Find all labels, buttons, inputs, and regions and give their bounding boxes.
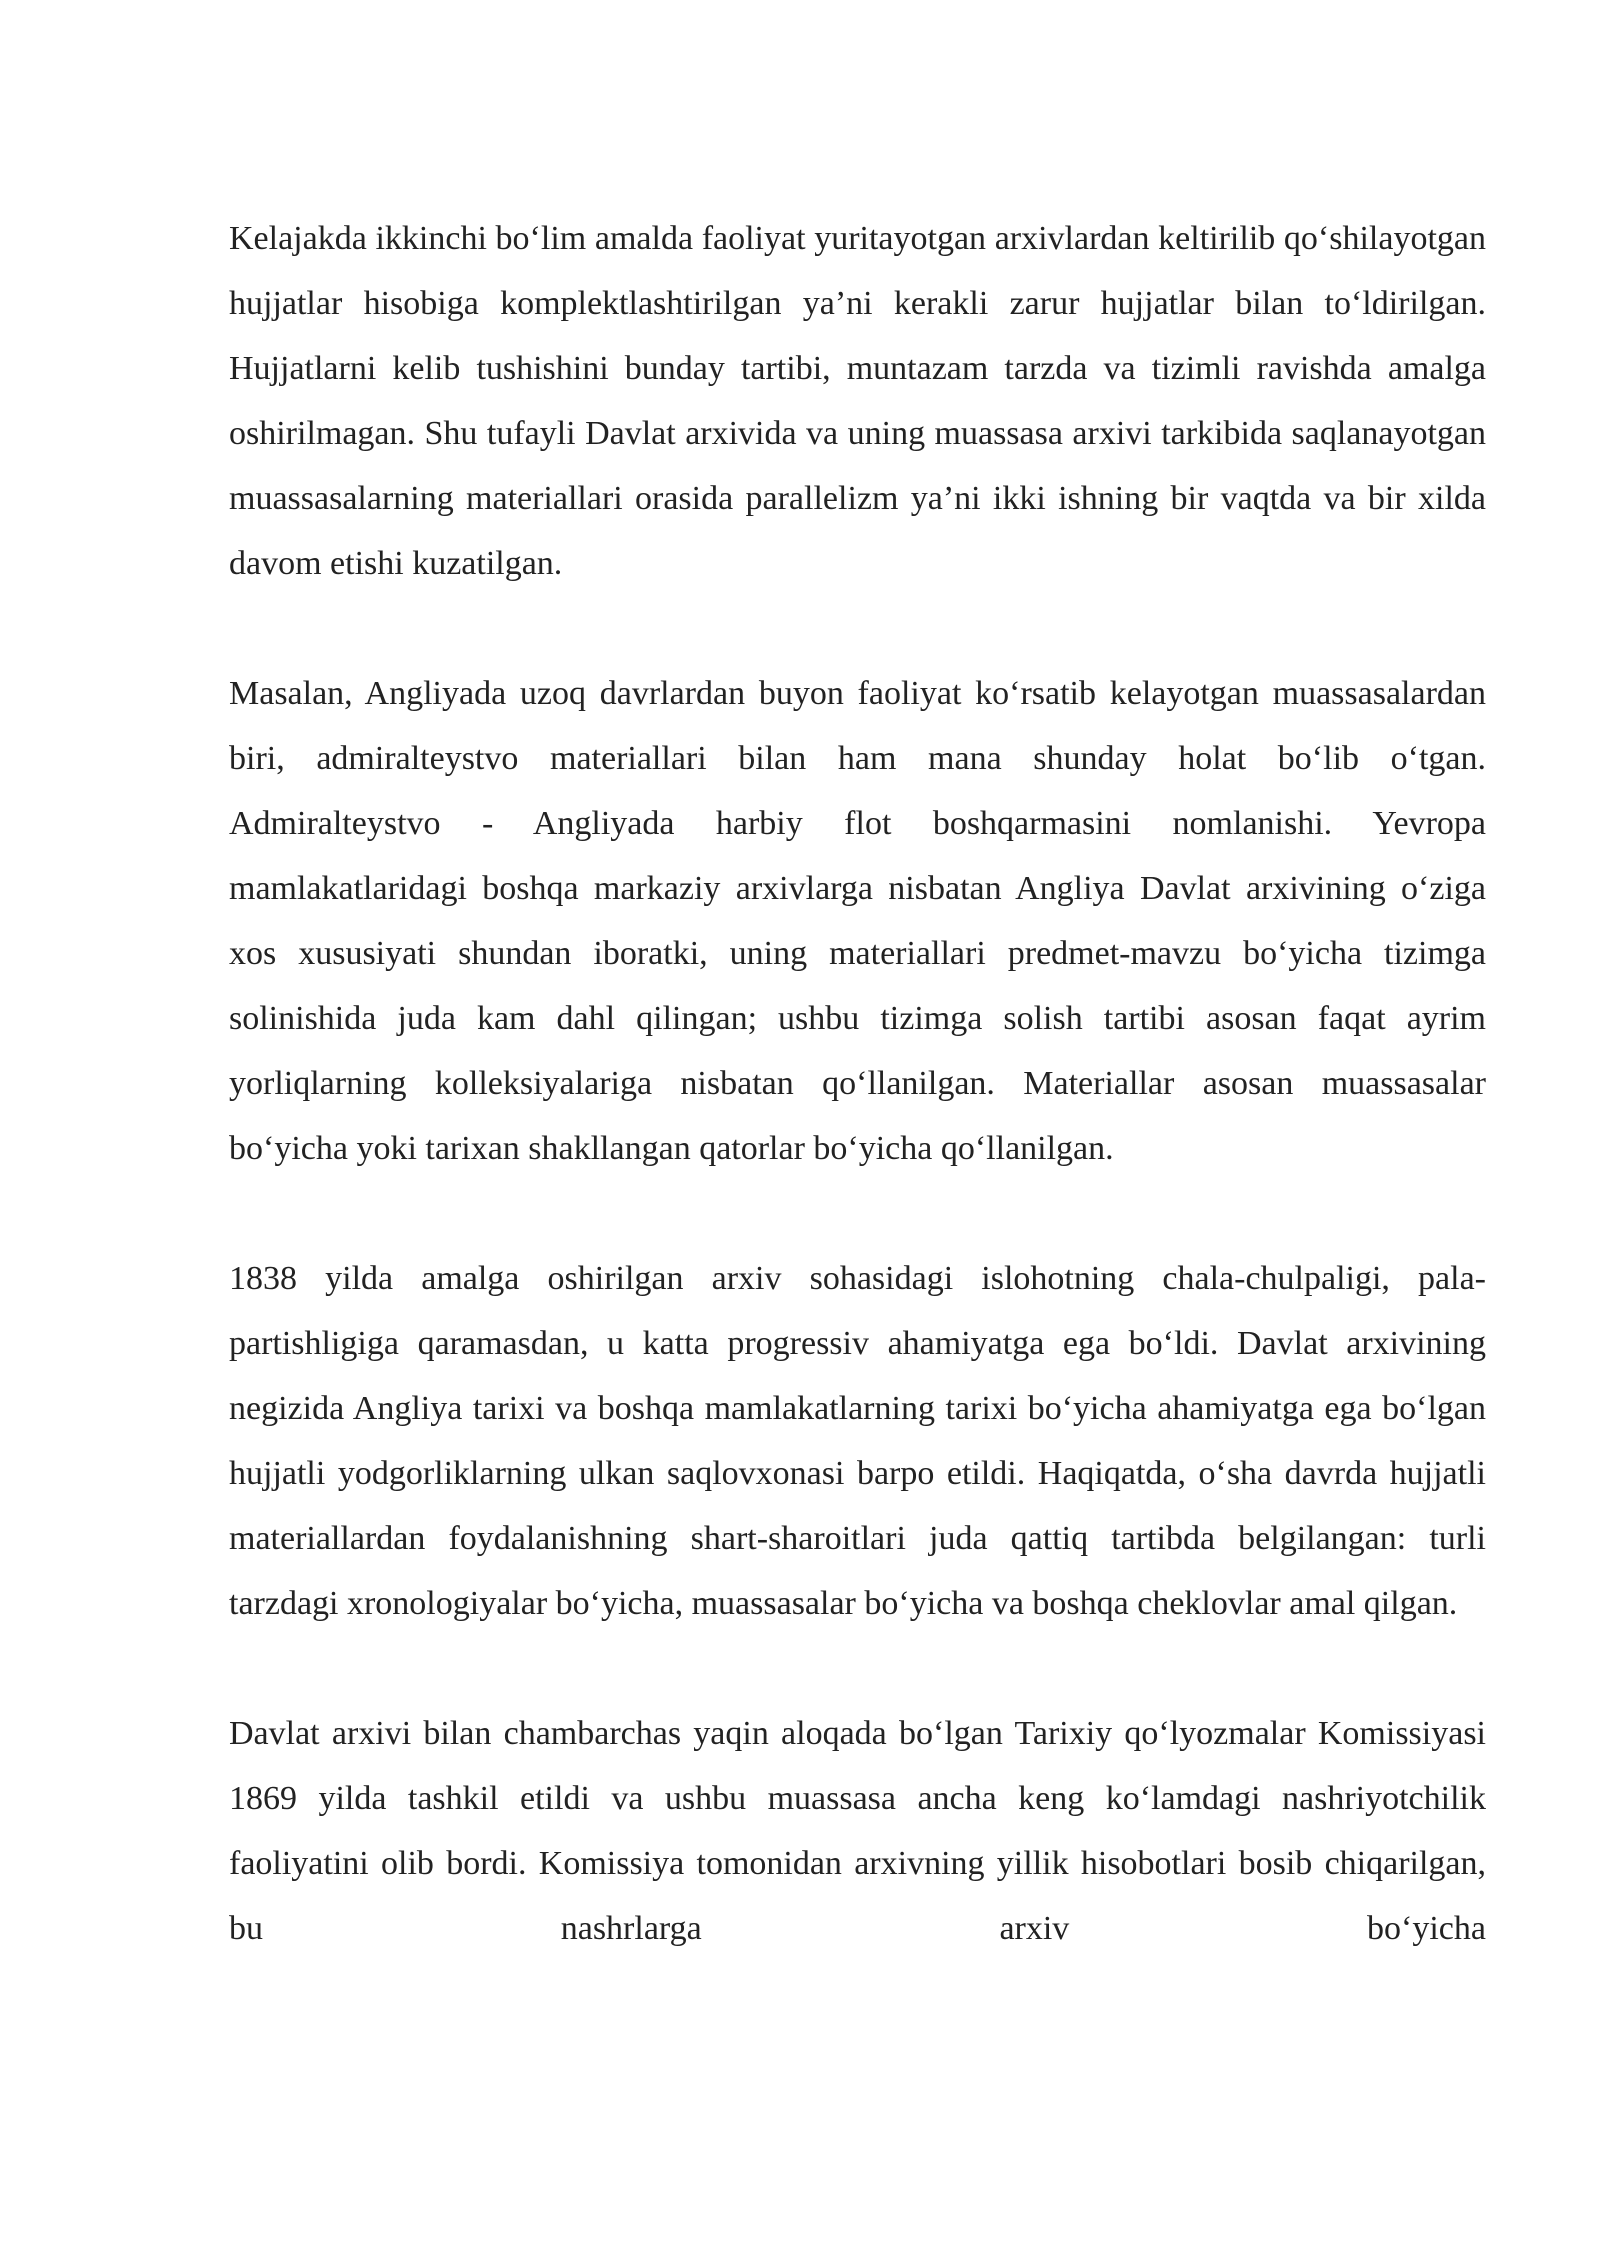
body-text — [229, 206, 1486, 1961]
paragraph-3: 1838 yilda amalga oshirilgan arxiv sohasidagi islohotning chala-chulpaligi, pala-partishligiga qaramasdan, u katta progressiv ahamiyatga ega bo‘ldi. Davlat arxivining negizida Angliya tarixi va boshqa mamlakatlarning tarixi bo‘yicha ahamiyatga ega bo‘lgan hujjatli yodgorliklarning ulkan saqlovxonasi barpo etildi. Haqiqatda, o‘sha davrda hujjatli materiallardan foydalanishning shart-sharoitlari juda qattiq tartibda belgilangan: turli tarzdagi xronologiyalar bo‘yicha, muassasalar bo‘yicha va boshqa cheklovlar amal qilgan. — [229, 1260, 1486, 1622]
paragraph-4: Davlat arxivi bilan chambarchas yaqin aloqada bo‘lgan Tarixiy qo‘lyozmalar Komissiyasi 1869 yilda tashkil etildi va ushbu muassasa ancha keng ko‘lamdagi nashriyotchilik faoliyatini olib bordi. Komissiya tomonidan arxivning yillik hisobotlari bosib chiqarilgan, bu nashrlarga arxiv bo‘yicha — [229, 1715, 1486, 1947]
paragraph-2: Masalan, Angliyada uzoq davrlardan buyon faoliyat ko‘rsatib kelayotgan muassasalardan biri, admiralteystvo materiallari bilan ham mana shunday holat bo‘lib o‘tgan. Admiralteystvo - Angliyada harbiy flot boshqarmasini nomlanishi. Yevropa mamlakatlaridagi boshqa markaziy arxivlarga nisbatan Angliya Davlat arxivining o‘ziga xos xususiyati shundan iboratki, uning materiallari predmet-mavzu bo‘yicha tizimga solinishida juda kam dahl qilingan; ushbu tizimga solish tartibi asosan faqat ayrim yorliqlarning kolleksiyalariga nisbatan qo‘llanilgan. Materiallar asosan muassasalar bo‘yicha yoki tarixan shakllangan qatorlar bo‘yicha qo‘llanilgan. — [229, 675, 1486, 1167]
paragraph-1: Kelajakda ikkinchi bo‘lim amalda faoliyat yuritayotgan arxivlardan keltirilib qo‘shilayotgan hujjatlar hisobiga komplektlashtirilgan ya’ni kerakli zarur hujjatlar bilan to‘ldirilgan. Hujjatlarni kelib tushishini bunday tartibi, muntazam tarzda va tizimli ravishda amalga oshirilmagan. Shu tufayli Davlat arxivida va uning muassasa arxivi tarkibida saqlanayotgan muassasalarning materiallari orasida parallelizm ya’ni ikki ishning bir vaqtda va bir xilda davom etishi kuzatilgan. — [229, 220, 1486, 582]
